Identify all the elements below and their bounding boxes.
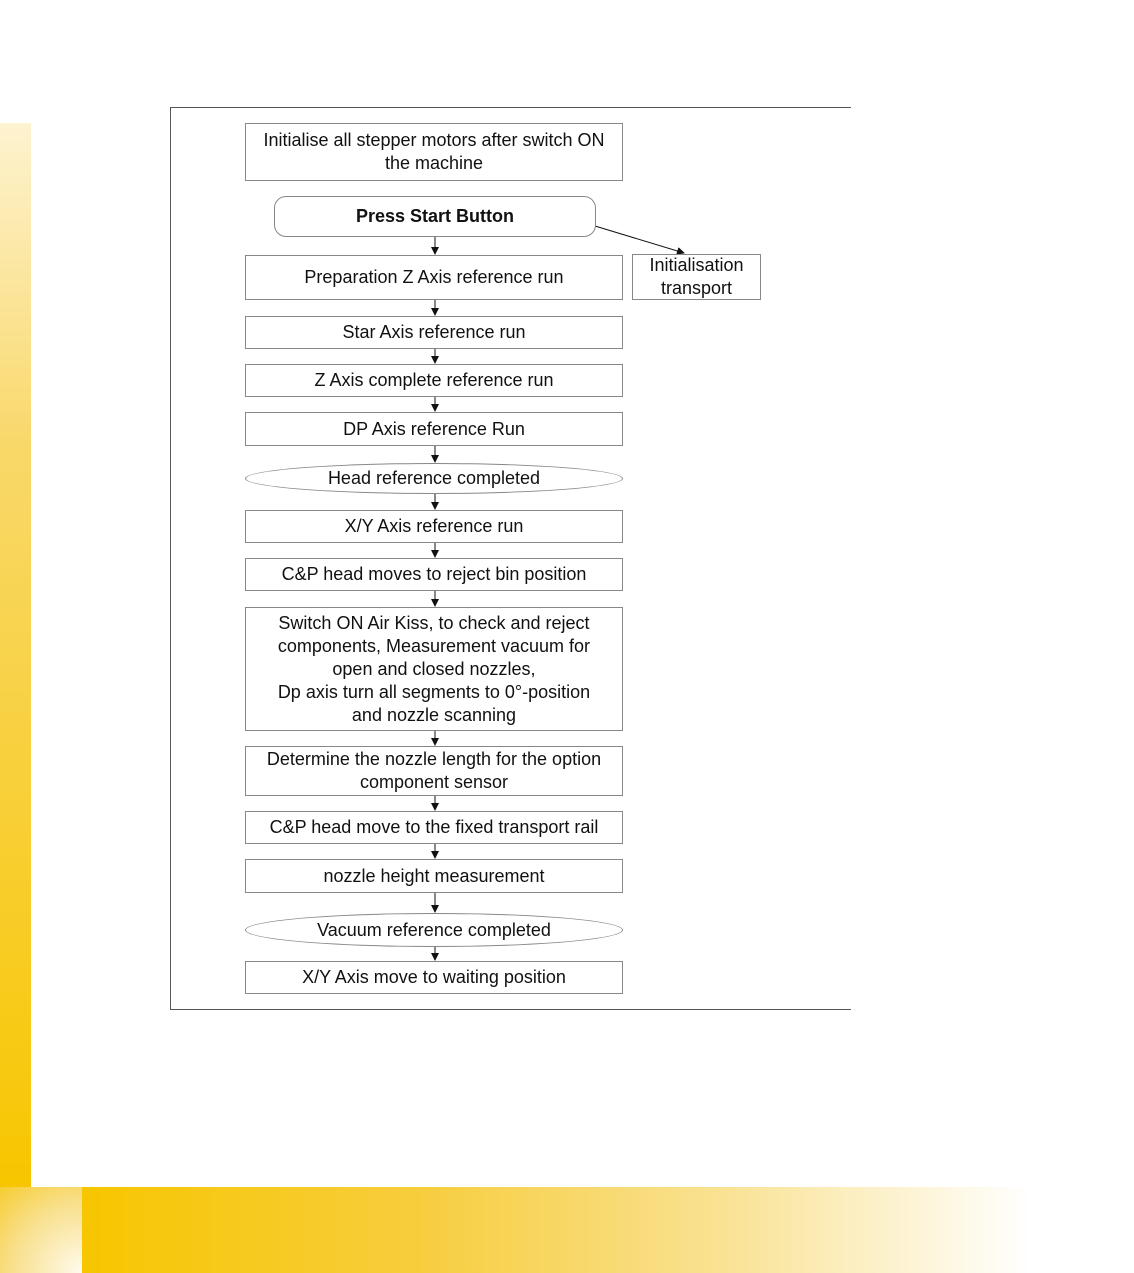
step-air-kiss: Switch ON Air Kiss, to check and reject components, Measurement vacuum for open and closed nozzles, Dp axis turn all segments to 0°-position and nozzle scanning <box>245 607 623 731</box>
step-nozzle-height: nozzle height measurement <box>245 859 623 893</box>
step-waiting-position: X/Y Axis move to waiting position <box>245 961 623 994</box>
step-initialise-motors: Initialise all stepper motors after switch ON the machine <box>245 123 623 181</box>
step-preparation-z: Preparation Z Axis reference run <box>245 255 623 300</box>
step-initialisation-transport: Initialisation transport <box>632 254 761 300</box>
step-nozzle-length: Determine the nozzle length for the option component sensor <box>245 746 623 796</box>
step-z-axis-complete: Z Axis complete reference run <box>245 364 623 397</box>
step-star-axis: Star Axis reference run <box>245 316 623 349</box>
step-dp-axis: DP Axis reference Run <box>245 412 623 446</box>
step-press-start: Press Start Button <box>274 196 596 237</box>
milestone-head-reference: Head reference completed <box>245 463 623 494</box>
step-reject-bin: C&P head moves to reject bin position <box>245 558 623 591</box>
milestone-vacuum-reference: Vacuum reference completed <box>245 913 623 947</box>
step-xy-axis: X/Y Axis reference run <box>245 510 623 543</box>
step-transport-rail: C&P head move to the fixed transport rail <box>245 811 623 844</box>
